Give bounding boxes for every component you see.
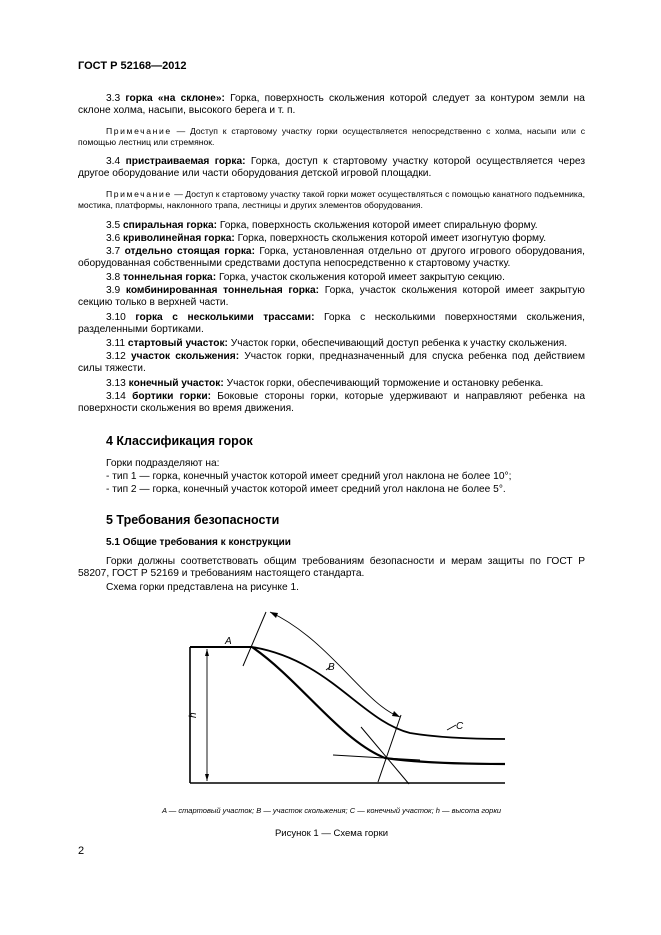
definition-3-7: 3.7 отдельно стоящая горка: Горка, установленная отдельно от другого игрового оборудования, оборудованная собственными средствами доступа непосредственно к стартовому участку.	[78, 246, 585, 270]
note-2: Примечание — Доступ к стартовому участку такой горки может осуществляться с помощью канатного подъемника, мостика, платформы, наклонного трапа, лестницы и других элементов оборудования.	[78, 189, 585, 210]
slope-extension-line	[361, 727, 409, 784]
definition-3-3: 3.3 горка «на склоне»: Горка, поверхность скольжения которой следует за контуром земли на склоне холма, насыпи, высокого берега и т. п.	[78, 93, 585, 117]
arc-arrow-end	[392, 711, 400, 717]
exit-tangent-line	[333, 755, 420, 760]
label-c: C	[456, 721, 464, 732]
subsection-5-1-title: 5.1 Общие требования к конструкции	[106, 537, 291, 548]
section-5-paragraph-1: Горки должны соответствовать общим требованиям безопасности и мерам защиты по ГОСТ Р 58207, ГОСТ Р 52169 и требованиям настоящего стандарта.	[78, 556, 585, 580]
figure-legend: A — стартовый участок; B — участок скольжения; C — конечный участок; h — высота горки	[161, 806, 502, 815]
page-number: 2	[78, 845, 85, 857]
arc-arrow-start	[270, 612, 278, 618]
definition-3-5: 3.5 спиральная горка: Горка, поверхность скольжения которой имеет спиральную форму.	[106, 220, 538, 231]
definition-3-4: 3.4 пристраиваемая горка: Горка, доступ к стартовому участку которой осуществляется через другое оборудование или части оборудования детской игровой площадки.	[78, 156, 585, 180]
label-a: A	[225, 636, 232, 647]
definition-3-14: 3.14 бортики горки: Боковые стороны горки, которые удерживают и направляют ребенка на поверхности скольжения во время движения.	[78, 391, 585, 415]
classification-item-1: - тип 1 — горка, конечный участок которой имеет средний угол наклона не более 10°;	[106, 471, 512, 482]
section-5-paragraph-2: Схема горки представлена на рисунке 1.	[106, 582, 299, 593]
definition-3-9: 3.9 комбинированная тоннельная горка: Горка, участок скольжения которой имеет закрытую секцию только в верхней части.	[78, 285, 585, 309]
slide-surface	[252, 647, 505, 764]
section-4-title: 4 Классификация горок	[106, 434, 253, 448]
definition-3-12: 3.12 участок скольжения: Участок горки, предназначенный для спуска ребенка под действием силы тяжести.	[78, 351, 585, 375]
height-arrow-bottom	[205, 774, 209, 781]
label-h: h	[188, 712, 199, 718]
definition-3-11: 3.11 стартовый участок: Участок горки, обеспечивающий доступ ребенка к участку скольжения.	[106, 338, 568, 349]
definition-3-10: 3.10 горка с несколькими трассами: Горка с несколькими поверхностями скольжения, разделенными бортиками.	[78, 312, 585, 336]
document-header: ГОСТ Р 52168—2012	[78, 60, 187, 72]
leader-c	[447, 725, 456, 730]
section-5-title: 5 Требования безопасности	[106, 513, 280, 527]
sliding-section-arc	[270, 612, 400, 717]
figure-title: Рисунок 1 — Схема горки	[274, 828, 389, 839]
definition-3-13: 3.13 конечный участок: Участок горки, обеспечивающий торможение и остановку ребенка.	[106, 378, 544, 389]
classification-item-2: - тип 2 — горка, конечный участок которой имеет средний угол наклона не более 5°.	[106, 484, 506, 495]
height-arrow-top	[205, 649, 209, 656]
definition-3-6: 3.6 криволинейная горка: Горка, поверхность скольжения которой имеет изогнутую форму.	[106, 233, 547, 244]
section-4-intro: Горки подразделяют на:	[106, 458, 220, 469]
slide-rail	[252, 647, 505, 739]
section-marker-a	[243, 612, 266, 666]
note-1: Примечание — Доступ к стартовому участку горки осуществляется непосредственно с холма, насыпи или с помощью лестниц или стремянок.	[78, 126, 585, 147]
label-b: B	[328, 662, 335, 673]
definition-3-8: 3.8 тоннельная горка: Горка, участок скольжения которой имеет закрытую секцию.	[106, 272, 505, 283]
